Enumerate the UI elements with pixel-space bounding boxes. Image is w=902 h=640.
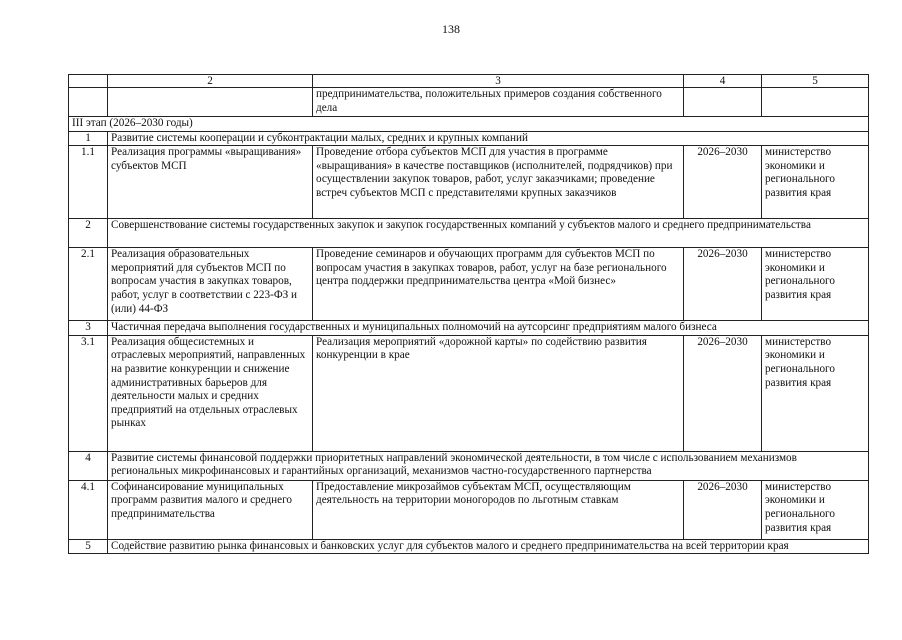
section-title: Частичная передача выполнения государственных и муниципальных полномочий на аутсорсинг предприятиям малого бизнеса: [108, 321, 869, 336]
section-row: [69, 539, 869, 554]
item-name: Реализация образовательных мероприятий для субъектов МСП по вопросам участия в закупках товаров, работ, услуг в соответствии с 223-ФЗ и (или) 44-ФЗ: [108, 248, 313, 321]
stage-title: III этап (2026–2030 годы): [69, 117, 869, 132]
table-row: [69, 335, 869, 451]
section-title: Развитие системы финансовой поддержки приоритетных направлений экономической деятельности, в том числе с использованием механизмов региональных микрофинансовых и гарантийных организаций, механизмов частно-государственного партнерства: [108, 451, 869, 480]
item-responsible: министерство экономики и регионального развития края: [762, 146, 869, 219]
header-col-2: 2: [108, 75, 313, 88]
header-col-1: [69, 75, 108, 88]
item-period: 2026–2030: [684, 335, 762, 451]
stage-row: [69, 117, 869, 132]
item-activity: Проведение семинаров и обучающих программ для субъектов МСП по вопросам участия в закупках товаров, работ, услуг на базе регионального центра поддержки предпринимательства центра «Мой бизнес»: [313, 248, 684, 321]
continued-activity: предпринимательства, положительных примеров создания собственного дела: [313, 88, 684, 117]
header-col-4: 4: [684, 75, 762, 88]
section-row: [69, 131, 869, 146]
item-name: Софинансирование муниципальных программ развития малого и среднего предпринимательства: [108, 480, 313, 539]
header-col-5: 5: [762, 75, 869, 88]
header-row: [69, 75, 869, 88]
section-number: 1: [69, 131, 108, 146]
item-responsible: министерство экономики и регионального развития края: [762, 335, 869, 451]
section-number: 2: [69, 219, 108, 248]
table-row: [69, 146, 869, 219]
item-number: 2.1: [69, 248, 108, 321]
item-activity: Проведение отбора субъектов МСП для участия в программе «выращивания» в качестве поставщиков (исполнителей, подрядчиков) при осуществлении закупок товаров, работ, услуг заказчиками; проведение встреч субъектов МСП с представителями крупных заказчиков: [313, 146, 684, 219]
section-number: 3: [69, 321, 108, 336]
item-name: Реализация общесистемных и отраслевых мероприятий, направленных на развитие конкуренции и снижение административных барьеров для деятельности малых и средних предприятий на отдельных отраслевых рынках: [108, 335, 313, 451]
item-number: 4.1: [69, 480, 108, 539]
item-activity: Реализация мероприятий «дорожной карты» по содействию развития конкуренции в крае: [313, 335, 684, 451]
section-title: Содействие развитию рынка финансовых и банковских услуг для субъектов малого и среднего предпринимательства на всей территории края: [108, 539, 869, 554]
item-period: 2026–2030: [684, 480, 762, 539]
page-number: 138: [442, 22, 460, 36]
section-row: [69, 451, 869, 480]
item-period: 2026–2030: [684, 146, 762, 219]
section-row: [69, 219, 869, 248]
section-row: [69, 321, 869, 336]
item-responsible: министерство экономики и регионального развития края: [762, 480, 869, 539]
program-table: [68, 74, 869, 554]
section-number: 5: [69, 539, 108, 554]
item-number: 3.1: [69, 335, 108, 451]
header-col-3: 3: [313, 75, 684, 88]
item-name: Реализация программы «выращивания» субъектов МСП: [108, 146, 313, 219]
item-period: 2026–2030: [684, 248, 762, 321]
continued-row: [69, 88, 869, 117]
table-row: [69, 480, 869, 539]
section-title: Развитие системы кооперации и субконтрактации малых, средних и крупных компаний: [108, 131, 869, 146]
item-number: 1.1: [69, 146, 108, 219]
item-responsible: министерство экономики и регионального развития края: [762, 248, 869, 321]
section-number: 4: [69, 451, 108, 480]
item-activity: Предоставление микрозаймов субъектам МСП, осуществляющим деятельность на территории моногородов по льготным ставкам: [313, 480, 684, 539]
table-row: [69, 248, 869, 321]
section-title: Совершенствование системы государственных закупок и закупок государственных компаний у субъектов малого и среднего предпринимательства: [108, 219, 869, 248]
